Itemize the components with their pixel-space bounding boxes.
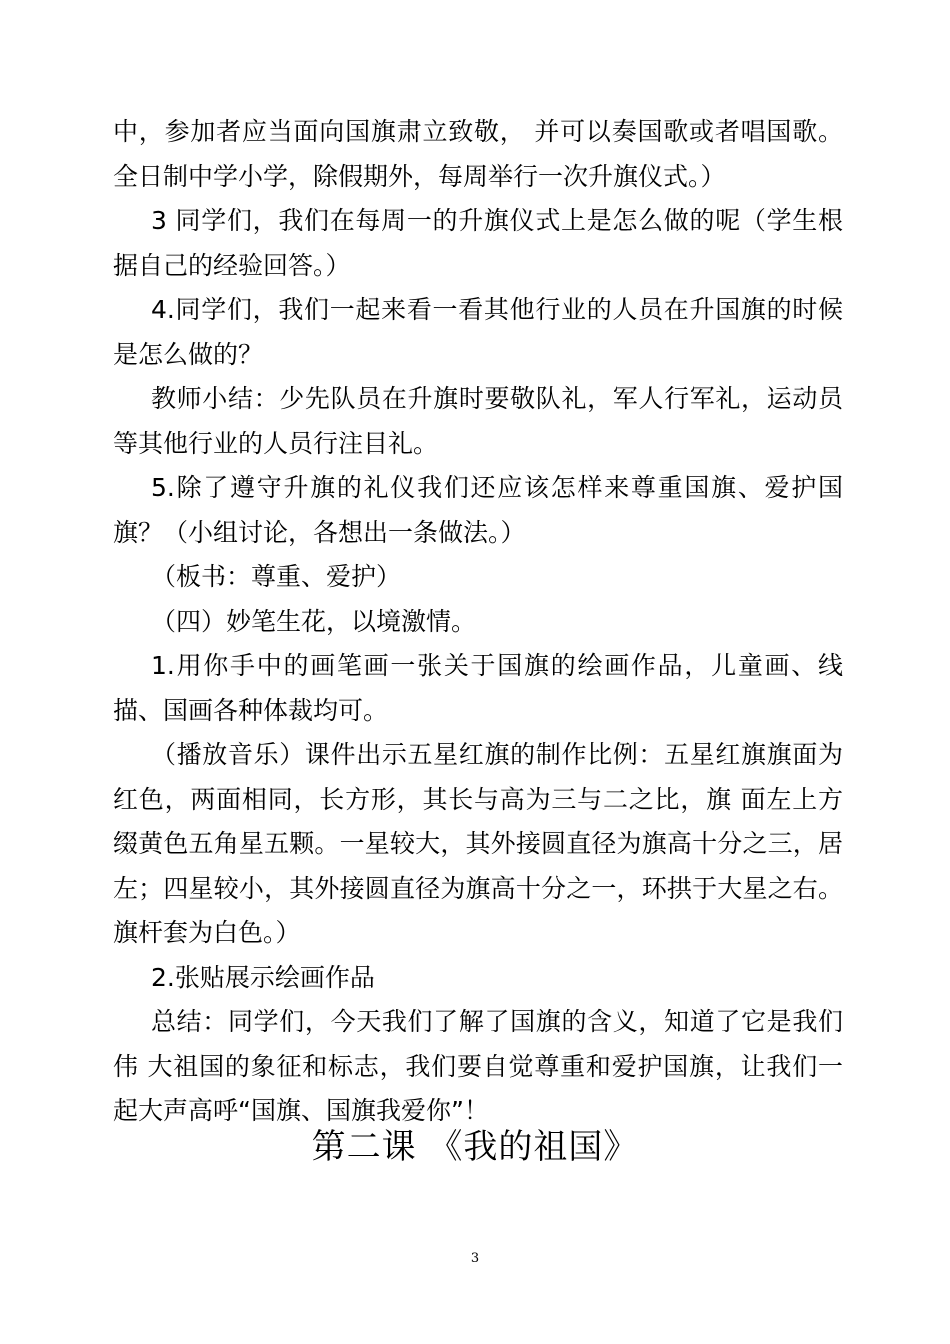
paragraph: （四）妙笔生花，以境激情。 [151,606,477,636]
body-text [113,110,843,1134]
page-number: 3 [470,1251,480,1266]
lesson-title: 第二课 《我的祖国》 [311,1127,639,1167]
paragraph: 3 同学们，我们在每周一的升旗仪式上是怎么做的呢（学生根据自己的经验回答。） [113,206,843,280]
paragraph: （播放音乐）课件出示五星红旗的制作比例：五星红旗旗面为红色，两面相同，长方形，其长与高为三与二之比，旗 面左上方缀黄色五角星五颗。一星较大，其外接圆直径为旗高十分之三，居左；四星较小，其外接圆直径为旗高十分之一，环拱于大星之右。旗杆套为白色。） [113,740,843,947]
paragraph: 教师小结：少先队员在升旗时要敬队礼，军人行军礼，运动员等其他行业的人员行注目礼。 [113,384,843,458]
paragraph: 4.同学们，我们一起来看一看其他行业的人员在升国旗的时候是怎么做的？ [113,295,843,369]
paragraph: 总结：同学们，今天我们了解了国旗的含义，知道了它是我们伟 大祖国的象征和标志，我们要自觉尊重和爱护国旗，让我们一起大声高呼“国旗、国旗我爱你”！ [113,1007,843,1125]
paragraph: （板书：尊重、爱护） [151,562,402,591]
paragraph: 5.除了遵守升旗的礼仪我们还应该怎样来尊重国旗、爱护国旗？（小组讨论，各想出一条做法。） [113,473,843,547]
paragraph: 中，参加者应当面向国旗肃立致敬， 并可以奏国歌或者唱国歌。全日制中学小学，除假期外，每周举行一次升旗仪式。） [113,117,843,191]
paragraph: 1.用你手中的画笔画一张关于国旗的绘画作品，儿童画、线描、国画各种体裁均可。 [113,651,843,725]
paragraph: 2.张贴展示绘画作品 [151,962,375,992]
